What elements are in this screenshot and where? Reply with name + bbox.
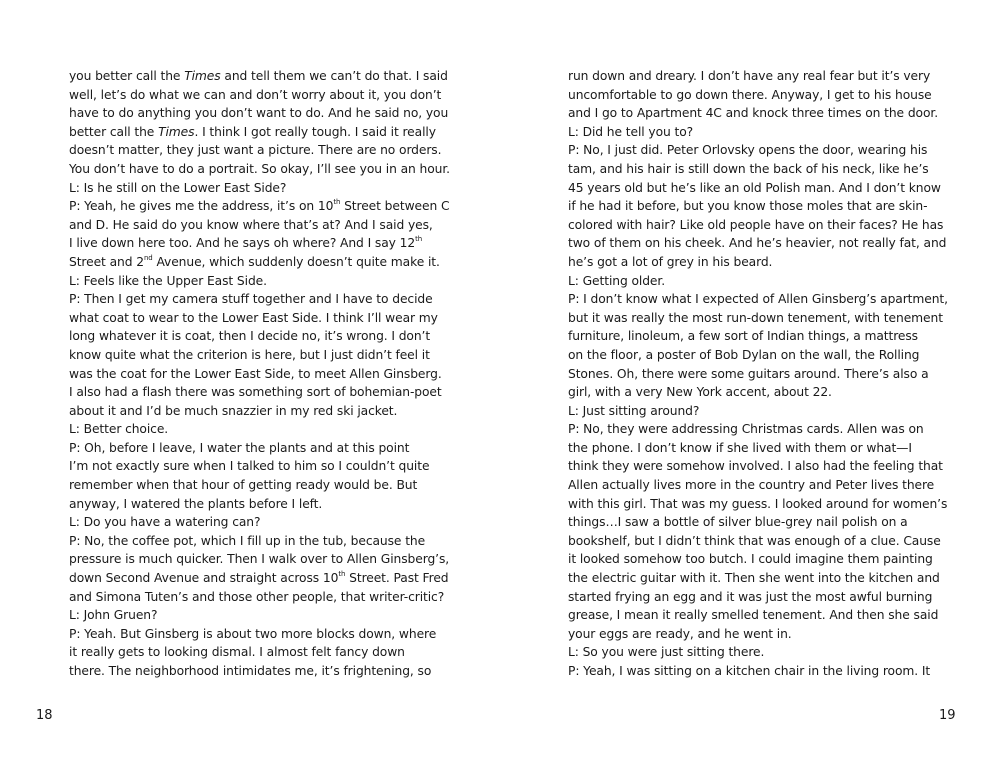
text-line: P: No, the coffee pot, which I fill up in the tub, because the <box>69 533 426 548</box>
text-line: was the coat for the Lower East Side, to meet Allen Ginsberg. <box>69 366 442 381</box>
ordinal-suffix: nd <box>143 253 153 262</box>
text-line: P: I don’t know what I expected of Allen Ginsberg’s apartment, <box>568 292 948 307</box>
ordinal-suffix: th <box>338 569 346 578</box>
left-page-text <box>69 67 449 681</box>
text-line: L: So you were just sitting there. <box>568 645 765 660</box>
text-line: it looked somehow too butch. I could imagine them painting <box>568 552 933 567</box>
text-line: bookshelf, but I didn’t think that was enough of a clue. Cause <box>568 533 941 548</box>
text-line: think they were somehow involved. I also had the feeling that <box>568 459 943 474</box>
text-line: long whatever it is coat, then I decide no, it’s wrong. I don’t <box>69 329 431 344</box>
text-line: doesn’t matter, they just want a picture. There are no orders. <box>69 143 442 158</box>
italic-title: Times <box>158 124 195 139</box>
text-line: L: Feels like the Upper East Side. <box>69 273 267 288</box>
italic-title: Times <box>184 69 221 83</box>
text-line: pressure is much quicker. Then I walk over to Allen Ginsberg’s, <box>69 552 450 567</box>
text-line: you better call the Times and tell them we can’t do that. I said <box>69 69 448 83</box>
text-line: Street and 2nd Avenue, which suddenly doesn’t quite make it. <box>69 253 440 269</box>
text-line: your eggs are ready, and he went in. <box>568 626 792 641</box>
text-line: know quite what the criterion is here, but I just didn’t feel it <box>69 347 430 362</box>
text-line: L: Do you have a watering can? <box>69 515 261 530</box>
text-line: L: Just sitting around? <box>568 403 700 418</box>
text-line: down Second Avenue and straight across 10th Street. Past Fred <box>69 569 449 586</box>
text-line: started frying an egg and it was just the most awful burning <box>568 589 933 604</box>
text-line: Stones. Oh, there were some guitars around. There’s also a <box>568 366 929 381</box>
text-line: L: Better choice. <box>69 422 169 437</box>
text-line: L: Did he tell you to? <box>568 124 694 139</box>
text-line: uncomfortable to go down there. Anyway, I get to his house <box>568 87 932 102</box>
text-line: P: Yeah, I was sitting on a kitchen chair in the living room. It <box>568 664 931 678</box>
text-line: P: Then I get my camera stuff together and I have to decide <box>69 292 433 307</box>
right-page <box>498 0 996 758</box>
text-line: if he had it before, but you know those moles that are skin- <box>568 199 928 214</box>
text-line: with this girl. That was my guess. I looked around for women’s <box>568 496 948 511</box>
text-line: P: Oh, before I leave, I water the plants and at this point <box>69 440 410 455</box>
text-line: tam, and his hair is still down the back of his neck, like he’s <box>568 161 929 176</box>
text-line: P: No, I just did. Peter Orlovsky opens the door, wearing his <box>568 143 928 158</box>
text-line: girl, with a very New York accent, about 22. <box>568 385 832 400</box>
left-page-number: 18 <box>36 708 53 723</box>
text-line: I live down here too. And he says oh where? And I say 12th <box>69 235 423 251</box>
text-line: I also had a flash there was something sort of bohemian-poet <box>69 385 442 400</box>
text-line: he’s got a lot of grey in his beard. <box>568 254 773 269</box>
text-line: well, let’s do what we can and don’t worry about it, you don’t <box>69 87 442 102</box>
text-line: grease, I mean it really smelled tenement. And then she said <box>568 608 939 623</box>
text-line: anyway, I watered the plants before I left. <box>69 496 323 511</box>
text-line: 45 years old but he’s like an old Polish man. And I don’t know <box>568 180 941 195</box>
text-line: P: Yeah. But Ginsberg is about two more blocks down, where <box>69 626 437 641</box>
text-line: better call the Times. I think I got really tough. I said it really <box>69 124 436 139</box>
text-line: and D. He said do you know where that’s at? And I said yes, <box>69 217 433 232</box>
text-line: it really gets to looking dismal. I almost felt fancy down <box>69 645 405 660</box>
text-line: but it was really the most run-down tenement, with tenement <box>568 310 943 325</box>
text-line: colored with hair? Like old people have on their faces? He has <box>568 217 944 232</box>
ordinal-suffix: th <box>415 235 423 244</box>
text-line: P: No, they were addressing Christmas cards. Allen was on <box>568 422 924 437</box>
text-line: things…I saw a bottle of silver blue-grey nail polish on a <box>568 515 908 530</box>
text-line: and Simona Tuten’s and those other people, that writer-critic? <box>69 589 445 604</box>
text-line: You don’t have to do a portrait. So okay, I’ll see you in an hour. <box>69 161 450 176</box>
text-line: have to do anything you don’t want to do. And he said no, you <box>69 106 449 121</box>
text-line: L: Is he still on the Lower East Side? <box>69 180 287 195</box>
text-line: remember when that hour of getting ready would be. But <box>69 478 418 493</box>
right-page-text <box>568 67 948 681</box>
ordinal-suffix: th <box>333 198 341 207</box>
text-line: L: John Gruen? <box>69 608 158 623</box>
text-line: on the floor, a poster of Bob Dylan on the wall, the Rolling <box>568 347 920 362</box>
text-line: and I go to Apartment 4C and knock three times on the door. <box>568 106 939 121</box>
text-line: I’m not exactly sure when I talked to him so I couldn’t quite <box>69 459 430 474</box>
text-line: the phone. I don’t know if she lived with them or what—I <box>568 440 912 455</box>
text-line: what coat to wear to the Lower East Side. I think I’ll wear my <box>69 310 438 325</box>
text-line: L: Getting older. <box>568 273 666 288</box>
text-line: the electric guitar with it. Then she went into the kitchen and <box>568 571 940 586</box>
text-line: two of them on his cheek. And he’s heavier, not really fat, and <box>568 236 947 251</box>
text-line: P: Yeah, he gives me the address, it’s on 10th Street between C <box>69 198 450 214</box>
text-line: Allen actually lives more in the country and Peter lives there <box>568 478 935 493</box>
right-page-number: 19 <box>939 708 956 723</box>
text-line: there. The neighborhood intimidates me, it’s frightening, so <box>69 664 432 678</box>
text-line: run down and dreary. I don’t have any real fear but it’s very <box>568 69 931 83</box>
text-line: furniture, linoleum, a few sort of Indian things, a mattress <box>568 329 918 344</box>
text-line: about it and I’d be much snazzier in my red ski jacket. <box>69 403 398 418</box>
